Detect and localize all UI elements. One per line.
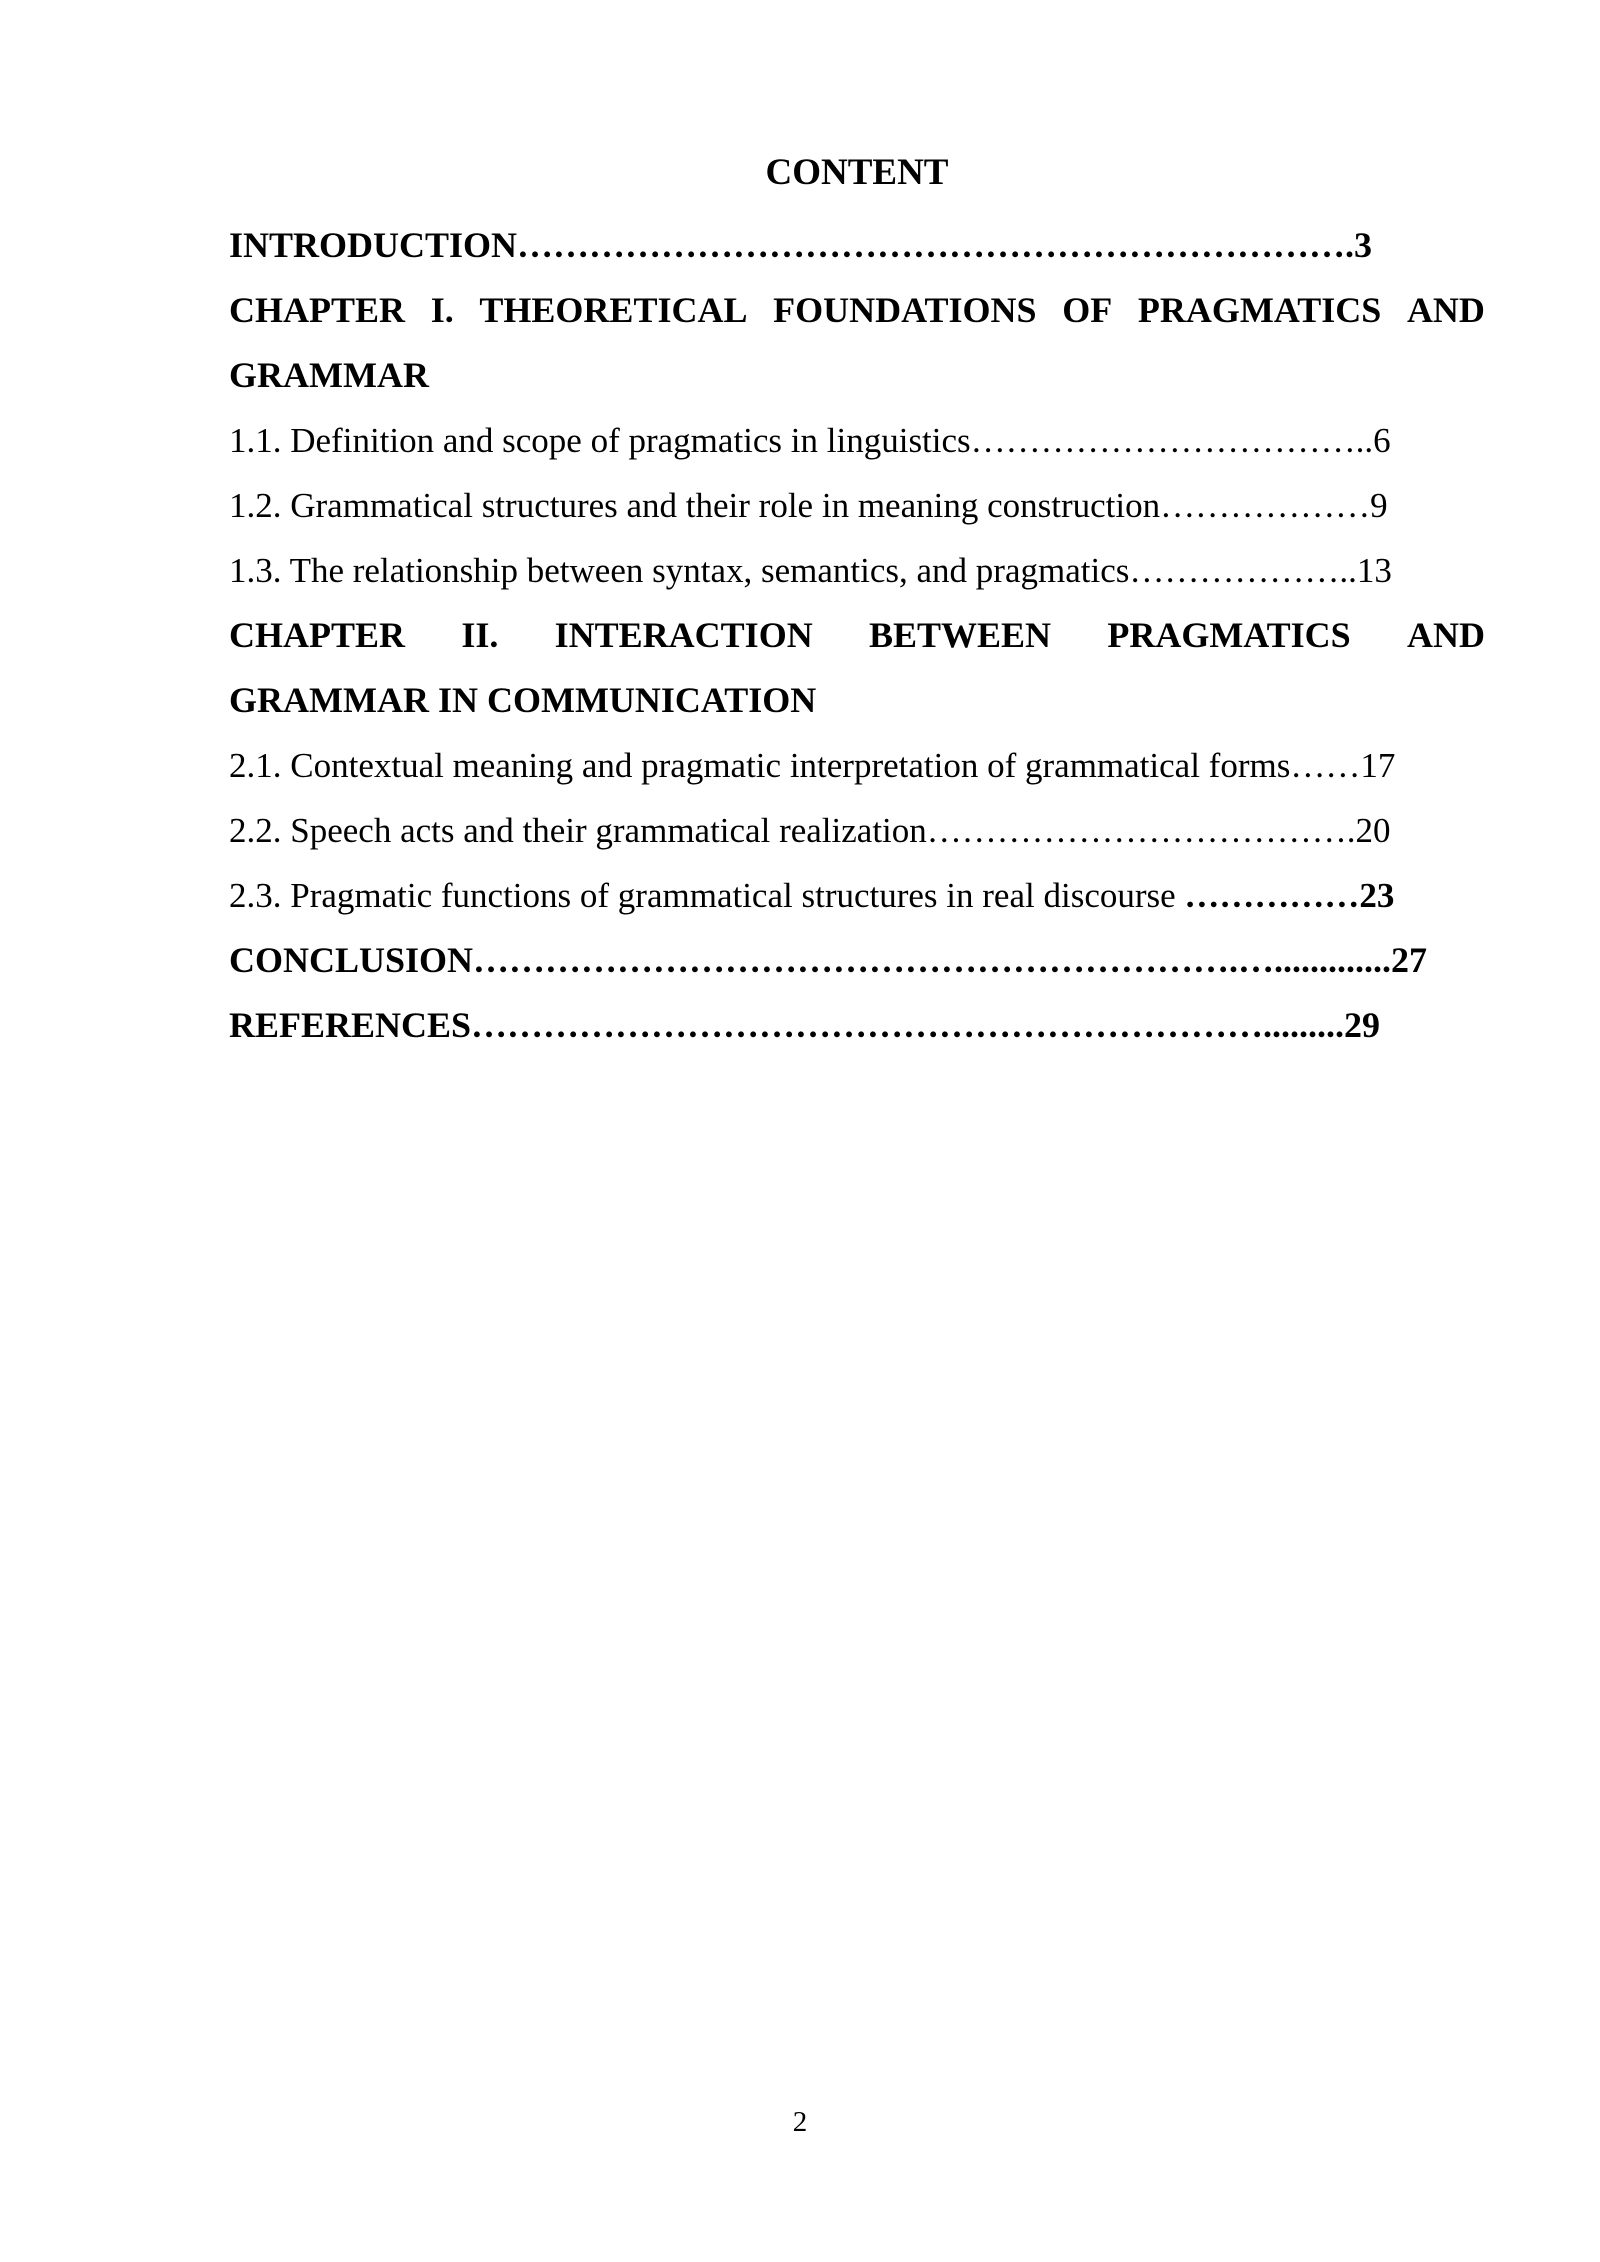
toc-entry-2-3-page: ……………23 (1184, 876, 1395, 915)
toc-chapter-1-heading-line-1 (229, 278, 1485, 343)
toc-chapter-2-word: PRAGMATICS (1107, 615, 1351, 655)
toc-chapter-1-word: THEORETICAL (479, 290, 748, 330)
toc-entry-1-3: 1.3. The relationship between syntax, semantics, and pragmatics………………..13 (229, 551, 1392, 590)
toc-entry-introduction: INTRODUCTION…………………………………………………………….3 (229, 225, 1373, 265)
toc-chapter-1-word: CHAPTER (229, 290, 406, 330)
toc-chapter-2-word: II. (461, 615, 499, 655)
toc-title: CONTENT (765, 152, 949, 193)
toc-chapter-1-word: OF (1062, 290, 1113, 330)
toc-chapter-1-word: I. (430, 290, 454, 330)
toc-entry-2-3-text: 2.3. Pragmatic functions of grammatical structures in real discourse (229, 876, 1185, 915)
toc-chapter-1-word: FOUNDATIONS (773, 290, 1037, 330)
toc-chapter-1-heading-line-2: GRAMMAR (229, 355, 429, 395)
page-number: 2 (792, 2106, 808, 2138)
table-of-contents (229, 148, 1485, 1058)
toc-entry-conclusion: CONCLUSION……………………………………………………….….............27 (229, 940, 1428, 980)
toc-chapter-1-word: AND (1406, 290, 1485, 330)
toc-chapter-2-word: CHAPTER (229, 615, 406, 655)
toc-chapter-2-heading-line-1 (229, 603, 1485, 668)
toc-chapter-2-word: INTERACTION (554, 615, 813, 655)
toc-chapter-2-heading-line-2: GRAMMAR IN COMMUNICATION (229, 680, 817, 720)
toc-entry-2-1: 2.1. Contextual meaning and pragmatic interpretation of grammatical forms……17 (229, 746, 1396, 785)
toc-entry-1-2: 1.2. Grammatical structures and their role in meaning construction………………9 (229, 486, 1388, 525)
toc-entry-2-3 (229, 863, 1485, 928)
toc-chapter-1-word: PRAGMATICS (1137, 290, 1382, 330)
toc-entry-references: REFERENCES………………………………………………………….........29 (229, 1005, 1381, 1045)
toc-entry-1-1: 1.1. Definition and scope of pragmatics in linguistics……………………………..6 (229, 421, 1391, 460)
toc-chapter-2-word: BETWEEN (868, 615, 1052, 655)
toc-chapter-2-word: AND (1406, 615, 1485, 655)
toc-entry-2-2: 2.2. Speech acts and their grammatical realization……………………………….20 (229, 811, 1391, 850)
